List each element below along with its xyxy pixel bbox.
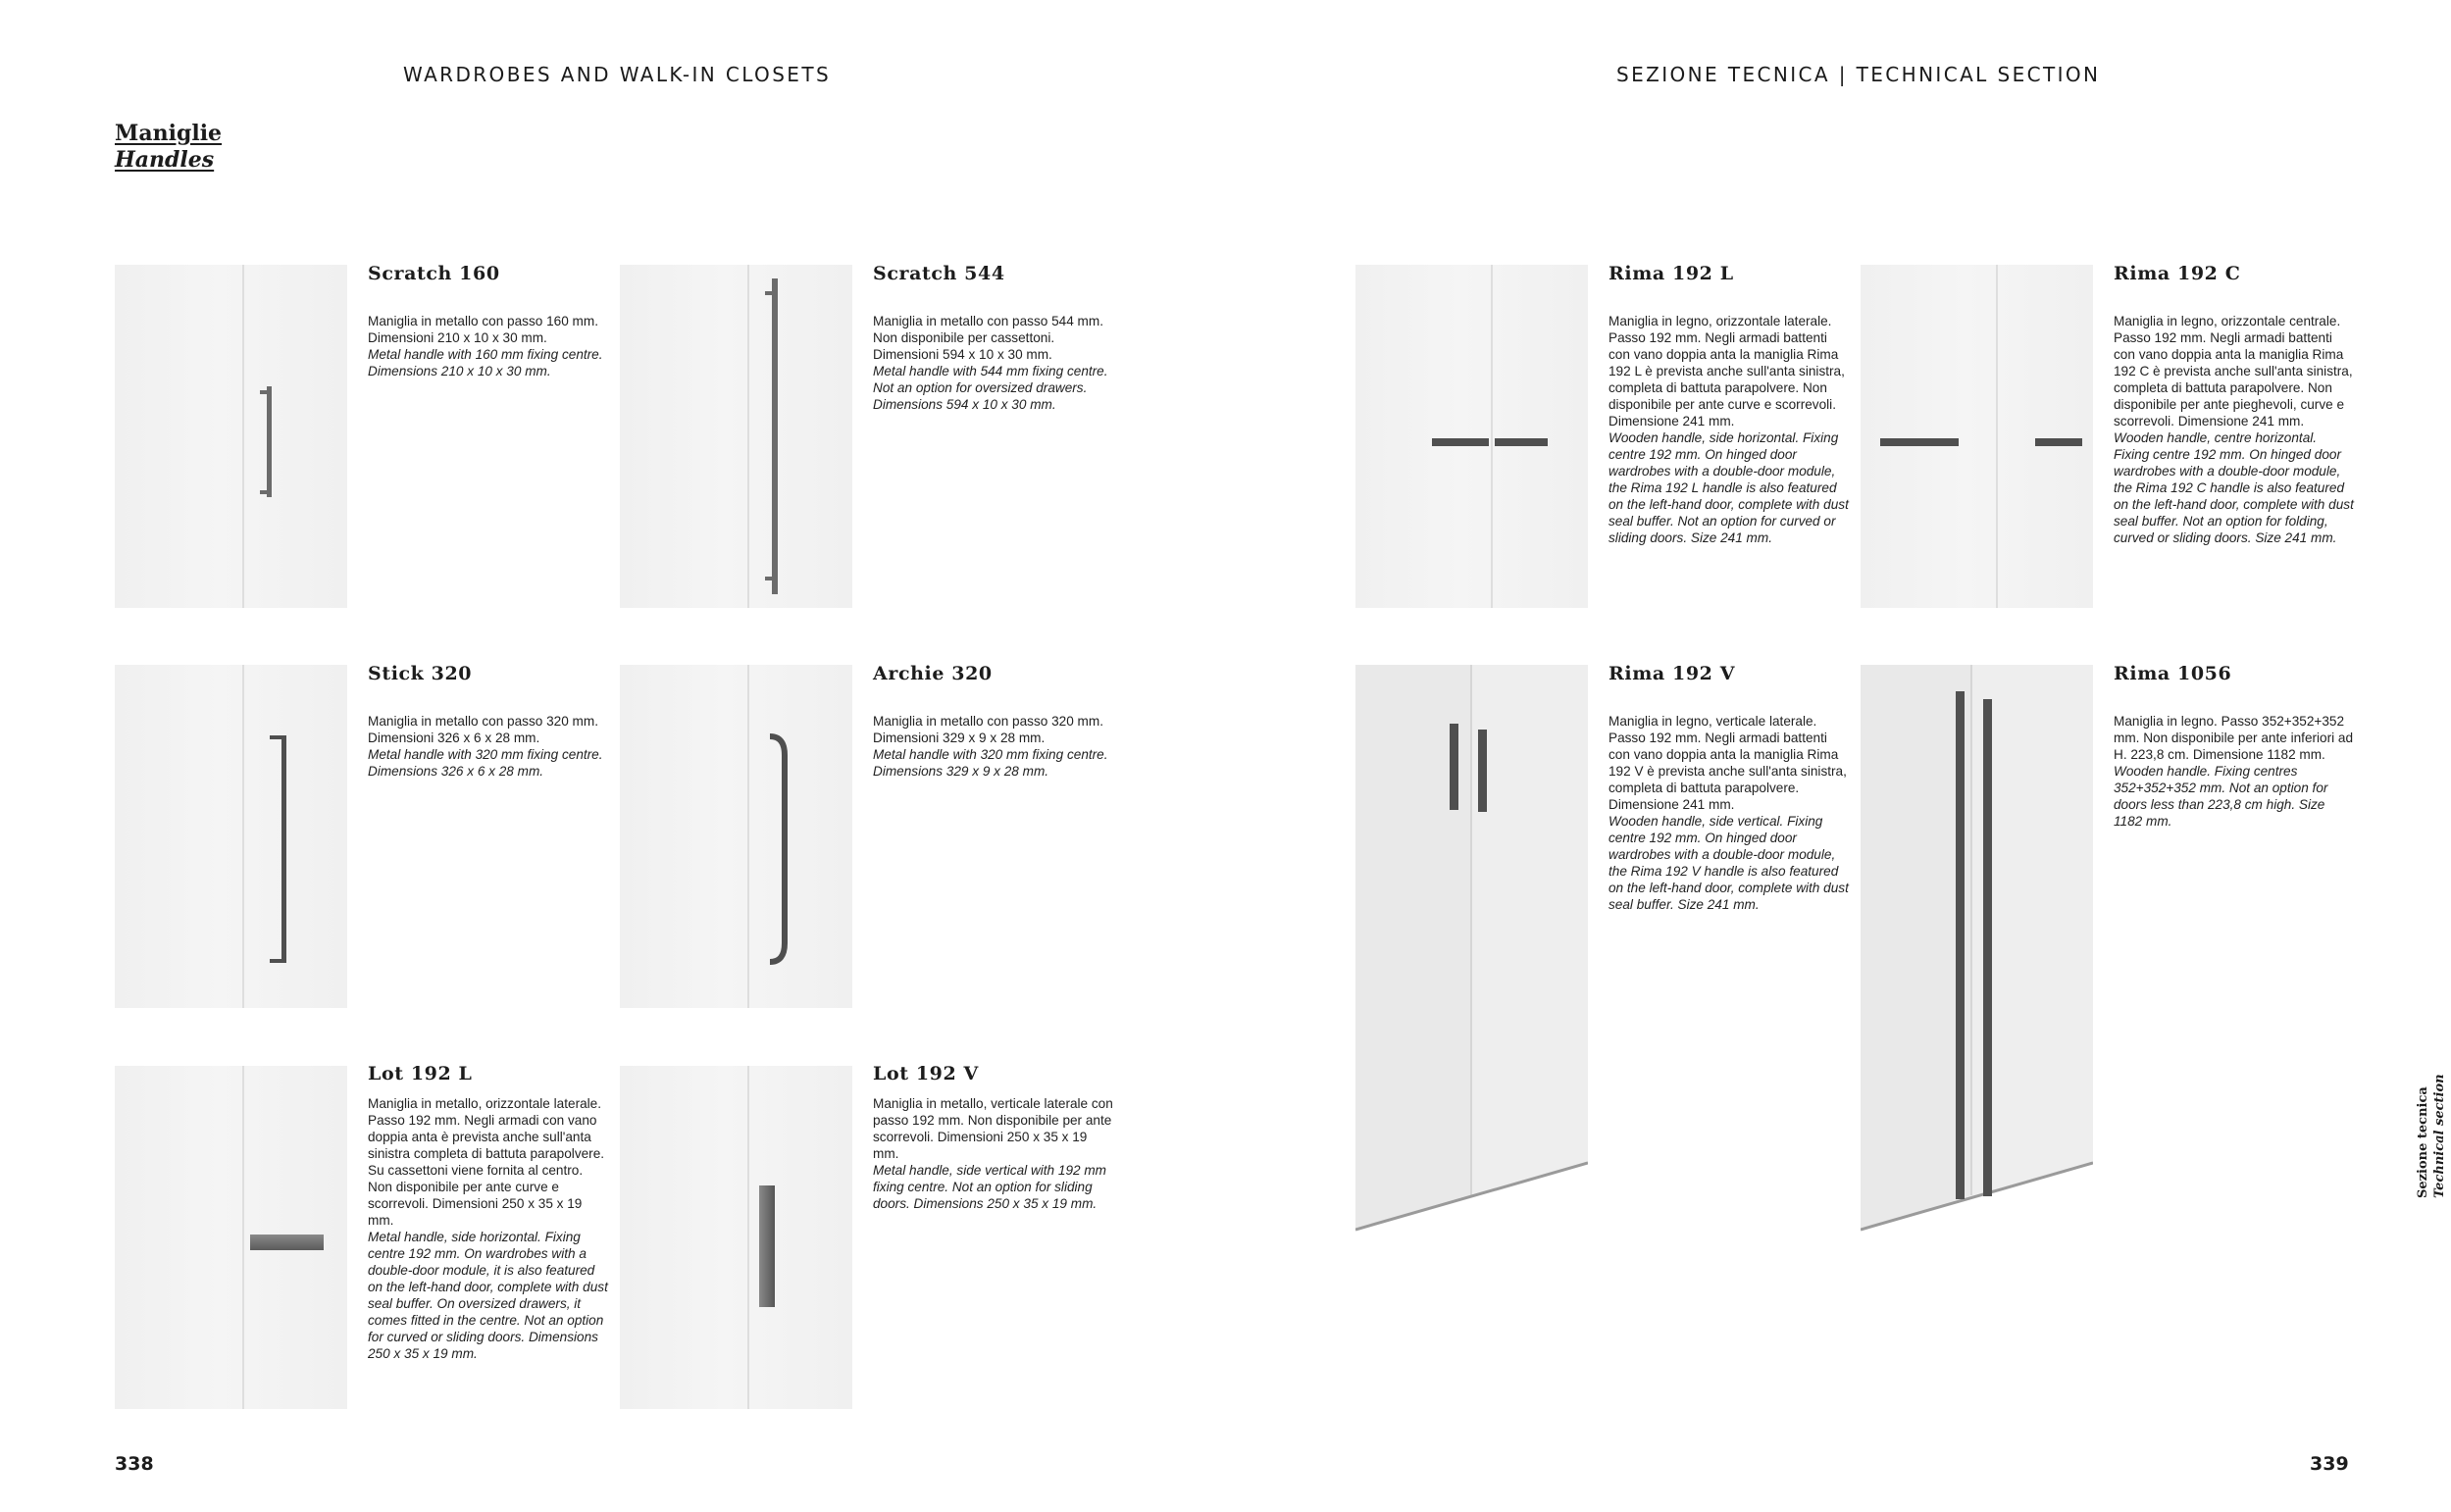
product-name: Rima 192 V xyxy=(1608,663,1736,684)
product-photo-scratch-160 xyxy=(115,265,347,608)
description-it: Maniglia in metallo con passo 544 mm. Non disponibile per cassettoni. Dimensioni 594 x 10 x 30 mm. xyxy=(873,314,1103,362)
description-it: Maniglia in metallo con passo 320 mm. Dimensioni 326 x 6 x 28 mm. xyxy=(368,714,598,745)
description-it: Maniglia in legno, orizzontale laterale. Passo 192 mm. Negli armadi battenti con vano doppia anta la maniglia Rima 192 L è prevista anche sull'anta sinistra, completa di battuta parapolvere. Non disponibile per ante curve e scorrevoli. Dimensione 241 mm. xyxy=(1608,314,1845,428)
description-en: Wooden handle, side vertical. Fixing centre 192 mm. On hinged door wardrobes with a double-door module, the Rima 192 V handle is also featured on the left-hand door, complete with dust seal buffer. Size 241 mm. xyxy=(1608,814,1849,912)
product-description xyxy=(873,713,1113,780)
product-description xyxy=(2114,713,2354,830)
description-it: Maniglia in metallo, orizzontale laterale. Passo 192 mm. Negli armadi con vano doppia anta è prevista anche sull'anta sinistra completa di battuta parapolvere. Su cassettoni viene fornita al centro. Non disponibile per ante curve e scorrevoli. Dimensioni 250 x 35 x 19 mm. xyxy=(368,1096,605,1228)
product-photo-rima-1056 xyxy=(1861,665,2093,1234)
product-photo-lot-192-v xyxy=(620,1066,852,1409)
product-name: Rima 192 C xyxy=(2114,263,2241,284)
page-number-left: 338 xyxy=(115,1453,154,1475)
description-it: Maniglia in legno, verticale laterale. Passo 192 mm. Negli armadi battenti con vano doppia anta la maniglia Rima 192 V è prevista anche sull'anta sinistra, completa di battuta parapolvere. Dimensione 241 mm. xyxy=(1608,714,1847,812)
product-photo-rima-192-v xyxy=(1355,665,1588,1234)
product-photo-stick-320 xyxy=(115,665,347,1008)
description-it: Maniglia in legno, orizzontale centrale. Passo 192 mm. Negli armadi battenti con vano doppia anta la maniglia Rima 192 C è prevista anche sull'anta sinistra, completa di battuta parapolvere. Non disponibile per ante pieghevoli, curve e scorrevoli. Dimensione 241 mm. xyxy=(2114,314,2353,428)
product-description xyxy=(873,1095,1113,1212)
product-photo-rima-192-c xyxy=(1861,265,2093,608)
description-it: Maniglia in metallo, verticale laterale con passo 192 mm. Non disponibile per ante scorrevoli. Dimensioni 250 x 35 x 19 mm. xyxy=(873,1096,1113,1161)
product-name: Stick 320 xyxy=(368,663,473,684)
product-description xyxy=(368,1095,608,1362)
product-name: Archie 320 xyxy=(873,663,993,684)
description-en: Metal handle with 320 mm fixing centre. Dimensions 329 x 9 x 28 mm. xyxy=(873,747,1108,779)
description-en: Metal handle, side horizontal. Fixing centre 192 mm. On wardrobes with a double-door module, it is also featured on the left-hand door, complete with dust seal buffer. On oversized drawers, it comes fitted in the centre. Not an option for curved or sliding doors. Dimensions 250 x 35 x 19 mm. xyxy=(368,1230,608,1361)
product-description xyxy=(368,313,608,379)
left-running-header: WARDROBES AND WALK-IN CLOSETS xyxy=(403,63,832,86)
section-title-en: Handles xyxy=(115,147,215,173)
product-name: Lot 192 L xyxy=(368,1063,473,1084)
product-description xyxy=(1608,313,1849,546)
product-name: Rima 192 L xyxy=(1608,263,1734,284)
description-en: Metal handle with 544 mm fixing centre. Not an option for oversized drawers. Dimensions 594 x 10 x 30 mm. xyxy=(873,364,1108,412)
side-tab xyxy=(2407,1074,2451,1198)
product-name: Lot 192 V xyxy=(873,1063,979,1084)
section-heading xyxy=(115,121,222,174)
description-en: Metal handle with 160 mm fixing centre. Dimensions 210 x 10 x 30 mm. xyxy=(368,347,603,378)
section-title-it: Maniglie xyxy=(115,121,223,146)
product-photo-scratch-544 xyxy=(620,265,852,608)
product-name: Scratch 160 xyxy=(368,263,500,284)
description-it: Maniglia in legno. Passo 352+352+352 mm. Non disponibile per ante inferiori ad H. 223,8 cm. Dimensione 1182 mm. xyxy=(2114,714,2354,762)
product-description xyxy=(2114,313,2354,546)
product-photo-lot-192-l xyxy=(115,1066,347,1409)
product-description xyxy=(368,713,608,780)
description-en: Wooden handle, centre horizontal. Fixing centre 192 mm. On hinged door wardrobes with a double-door module, the Rima 192 C handle is also featured on the left-hand door, complete with dust seal buffer. Not an option for folding, curved or sliding doors. Size 241 mm. xyxy=(2114,430,2354,545)
product-description xyxy=(873,313,1113,413)
product-photo-archie-320 xyxy=(620,665,852,1008)
description-it: Maniglia in metallo con passo 320 mm. Dimensioni 329 x 9 x 28 mm. xyxy=(873,714,1103,745)
description-en: Metal handle, side vertical with 192 mm fixing centre. Not an option for sliding doors. Dimensions 250 x 35 x 19 mm. xyxy=(873,1163,1106,1211)
product-name: Scratch 544 xyxy=(873,263,1005,284)
description-en: Metal handle with 320 mm fixing centre. Dimensions 326 x 6 x 28 mm. xyxy=(368,747,603,779)
description-it: Maniglia in metallo con passo 160 mm. Dimensioni 210 x 10 x 30 mm. xyxy=(368,314,598,345)
product-photo-rima-192-l xyxy=(1355,265,1588,608)
side-tab-it: Sezione tecnica xyxy=(2416,1086,2430,1198)
page-number-right: 339 xyxy=(2310,1453,2349,1475)
side-tab-en: Technical section xyxy=(2432,1074,2447,1198)
description-en: Wooden handle. Fixing centres 352+352+352 mm. Not an option for doors less than 223,8 cm high. Size 1182 mm. xyxy=(2114,764,2328,829)
description-en: Wooden handle, side horizontal. Fixing centre 192 mm. On hinged door wardrobes with a double-door module, the Rima 192 L handle is also featured on the left-hand door, complete with dust seal buffer. Not an option for curved or sliding doors. Size 241 mm. xyxy=(1608,430,1849,545)
product-description xyxy=(1608,713,1849,913)
right-running-header: SEZIONE TECNICA | TECHNICAL SECTION xyxy=(1616,63,2101,86)
product-name: Rima 1056 xyxy=(2114,663,2232,684)
